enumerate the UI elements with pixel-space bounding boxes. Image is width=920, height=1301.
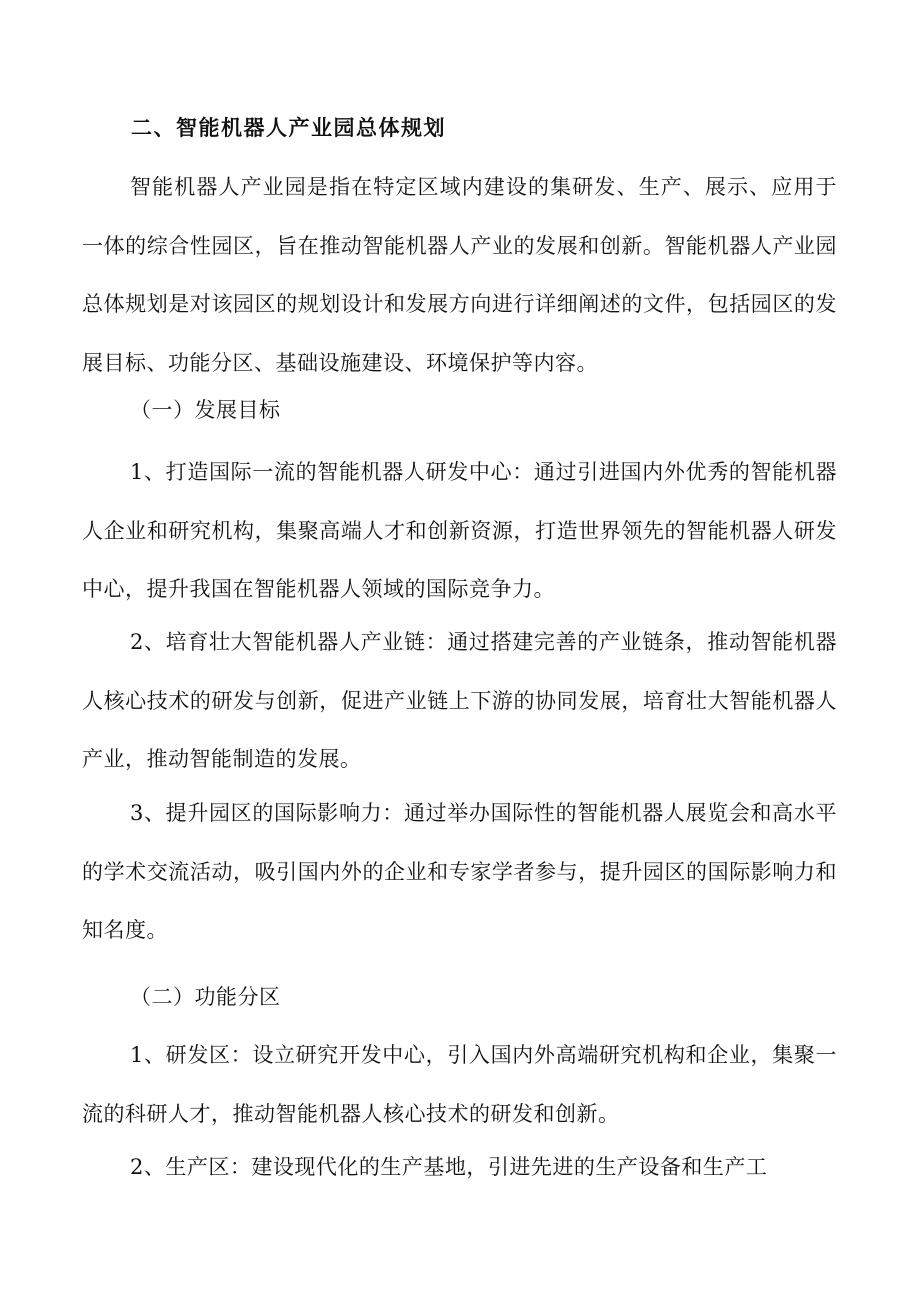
goal-paragraph-2: 2、培育壮大智能机器人产业链：通过搭建完善的产业链条，推动智能机器人核心技术的研发与创新，促进产业链上下游的协同发展，培育壮大智能机器人产业，推动智能制造的发展。 <box>82 630 837 771</box>
subsection-title-zones: （二）功能分区 <box>130 985 281 1009</box>
zone-paragraph-2: 2、生产区：建设现代化的生产基地，引进先进的生产设备和生产工 <box>130 1155 768 1179</box>
section-title: 二、智能机器人产业园总体规划 <box>131 115 446 140</box>
goal-paragraph-3: 3、提升园区的国际影响力：通过举办国际性的智能机器人展览会和高水平的学术交流活动，吸引国内外的企业和专家学者参与，提升园区的国际影响力和知名度。 <box>82 801 837 942</box>
goal-paragraph-1: 1、打造国际一流的智能机器人研发中心：通过引进国内外优秀的智能机器人企业和研究机构，集聚高端人才和创新资源，打造世界领先的智能机器人研发中心，提升我国在智能机器人领域的国际竞争力。 <box>82 460 837 601</box>
intro-paragraph: 智能机器人产业园是指在特定区域内建设的集研发、生产、展示、应用于一体的综合性园区，旨在推动智能机器人产业的发展和创新。智能机器人产业园总体规划是对该园区的规划设计和发展方向进行详细阐述的文件，包括园区的发展目标、功能分区、基础设施建设、环境保护等内容。 <box>82 175 837 375</box>
zone-paragraph-1: 1、研发区：设立研究开发中心，引入国内外高端研究机构和企业，集聚一流的科研人才，推动智能机器人核心技术的研发和创新。 <box>82 1043 837 1126</box>
subsection-title-goals: （一）发展目标 <box>130 398 281 422</box>
